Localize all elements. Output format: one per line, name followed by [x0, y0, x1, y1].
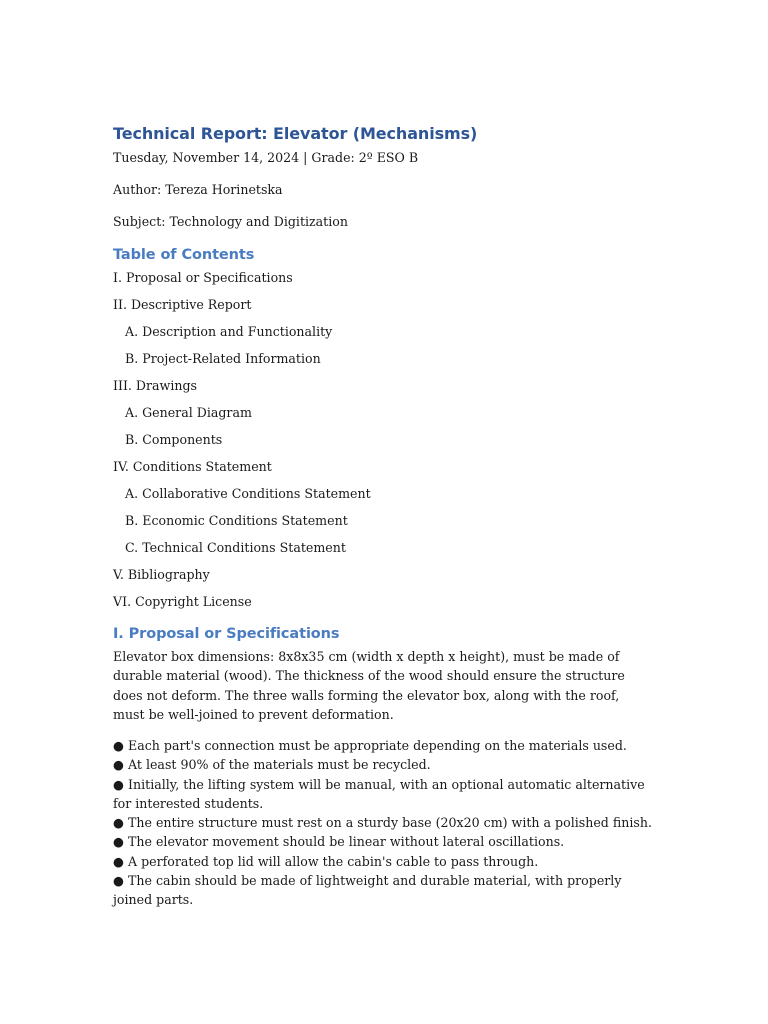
subject-line: Subject: Technology and Digitization — [113, 214, 348, 229]
bullet-dot-icon: ● — [113, 834, 124, 850]
spec-bullet-item — [113, 755, 653, 774]
toc-item[interactable]: III. Drawings — [113, 378, 197, 393]
bullet-dot-icon: ● — [113, 776, 124, 792]
bullet-text: At least 90% of the materials must be recycled. — [128, 757, 431, 773]
toc-item[interactable]: B. Project-Related Information — [125, 351, 321, 366]
bullet-text: The entire structure must rest on a sturdy base (20x20 cm) with a polished finish. — [128, 815, 652, 831]
date-grade-line: Tuesday, November 14, 2024 | Grade: 2º ESO B — [113, 150, 419, 165]
document-title: Technical Report: Elevator (Mechanisms) — [113, 124, 478, 143]
toc-item[interactable]: C. Technical Conditions Statement — [125, 540, 346, 555]
toc-item[interactable]: II. Descriptive Report — [113, 297, 252, 312]
spec-bullet-item — [113, 813, 653, 832]
toc-item[interactable]: IV. Conditions Statement — [113, 459, 272, 474]
bullet-text: Each part's connection must be appropriate depending on the materials used. — [128, 738, 627, 753]
section-heading-proposal: I. Proposal or Specifications — [113, 626, 340, 642]
toc-item[interactable]: B. Components — [125, 432, 223, 447]
bullet-text: A perforated top lid will allow the cabin's cable to pass through. — [128, 853, 539, 869]
toc-item[interactable]: A. Collaborative Conditions Statement — [125, 486, 371, 501]
bullet-text: The cabin should be made of lightweight and durable material, with properly joined parts. — [113, 873, 622, 908]
spec-bullet-item — [113, 871, 653, 910]
toc-item[interactable]: A. Description and Functionality — [125, 324, 333, 339]
spec-bullet-item — [113, 852, 653, 871]
spec-bullet-item — [113, 775, 653, 814]
bullet-text: The elevator movement should be linear without lateral oscillations. — [128, 834, 565, 850]
bullet-dot-icon: ● — [113, 873, 124, 889]
toc-item[interactable]: VI. Copyright License — [113, 594, 252, 609]
toc-item[interactable]: I. Proposal or Specifications — [113, 270, 293, 285]
toc-item[interactable]: B. Economic Conditions Statement — [125, 513, 348, 528]
bullet-text: Initially, the lifting system will be manual, with an optional automatic alternative for interested students. — [113, 776, 645, 811]
toc-item[interactable]: V. Bibliography — [113, 567, 210, 582]
specifications-paragraph: Elevator box dimensions: 8x8x35 cm (width x depth x height), must be made of durable material (wood). The thickness of the wood should ensure the structure does not deform. The three walls forming the elevator box, along with the roof, must be well-joined to prevent deformation. — [113, 649, 625, 722]
specifications-bullet-list — [113, 736, 653, 910]
bullet-dot-icon: ● — [113, 738, 124, 753]
table-of-contents — [113, 268, 371, 619]
author-line: Author: Tereza Horinetska — [113, 182, 283, 197]
bullet-dot-icon: ● — [113, 815, 124, 831]
spec-bullet-item — [113, 832, 653, 851]
toc-heading: Table of Contents — [113, 247, 255, 263]
bullet-dot-icon: ● — [113, 853, 124, 869]
spec-bullet-item — [113, 736, 653, 755]
toc-item[interactable]: A. General Diagram — [125, 405, 252, 420]
bullet-dot-icon: ● — [113, 757, 124, 773]
